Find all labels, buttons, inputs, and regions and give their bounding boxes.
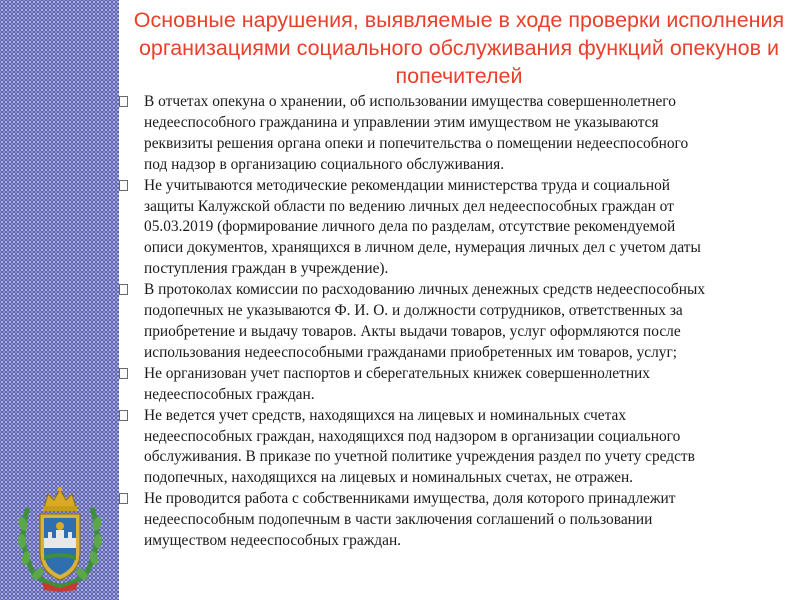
- square-bullet-icon: [119, 284, 128, 295]
- item-text-line: защиты Калужской области по ведению личных дел недееспособных граждан от: [144, 197, 674, 215]
- slide-title: [121, 6, 797, 90]
- item-text-line: недееспособного гражданина и управлении этим имуществом не указываются: [144, 113, 659, 131]
- list-item: [116, 406, 796, 490]
- item-text-line: Не организован учет паспортов и сберегательных книжек совершеннолетних: [144, 364, 650, 382]
- item-text-line: подопечных не указываются Ф. И. О. и должности сотрудников, ответственных за: [144, 302, 683, 320]
- item-text-line: имуществом недееспособных граждан.: [144, 532, 402, 550]
- item-text-line: Не ведется учет средств, находящихся на лицевых и номинальных счетах: [144, 406, 627, 424]
- title-line: попечителей: [395, 64, 523, 88]
- list-item: [116, 364, 796, 406]
- item-text-line: подопечных, находящихся на лицевых и номинальных счетах, не отражен.: [144, 469, 634, 487]
- list-item: [116, 176, 796, 281]
- list-item: [116, 280, 796, 364]
- item-text-line: поступления граждан в учреждение).: [144, 260, 389, 278]
- item-text-line: недееспособным подопечным в части заключения соглашений о пользовании: [144, 511, 653, 529]
- item-text-line: В протоколах комиссии по расходованию личных денежных средств недееспособных: [144, 281, 706, 299]
- list-item: [116, 489, 796, 552]
- item-text-line: обслуживания. В приказе по учетной политике учреждения раздел по учету средств: [144, 448, 695, 466]
- item-text-line: Не учитываются методические рекомендации министерства труда и социальной: [144, 176, 671, 194]
- title-line: Основные нарушения, выявляемые в ходе проверки исполнения: [133, 8, 785, 32]
- item-text-line: использования недееспособными гражданами приобретенных им товаров, услуг;: [144, 343, 678, 361]
- list-item: [116, 92, 796, 176]
- square-bullet-icon: [119, 96, 128, 107]
- square-bullet-icon: [119, 368, 128, 379]
- square-bullet-icon: [119, 180, 128, 191]
- item-text-line: реквизиты решения органа опеки и попечительства о помещении недееспособного: [144, 134, 689, 152]
- item-text-line: недееспособных граждан, находящихся под надзором в организации социального: [144, 427, 681, 445]
- item-text-line: Не проводится работа с собственниками имущества, доля которого принадлежит: [144, 490, 676, 508]
- item-text-line: приобретение и выдачу товаров. Акты выдачи товаров, услуг оформляются после: [144, 322, 681, 340]
- item-text-line: 05.03.2019 (формирование личного дела по разделам, отсутствие рекомендуемой: [144, 218, 676, 236]
- coat-of-arms-icon: [14, 486, 106, 592]
- item-text-line: описи документов, хранящихся в личном деле, нумерация личных дел с учетом даты: [144, 239, 701, 257]
- item-text-line: под надзор в организацию социального обслуживания.: [144, 155, 505, 173]
- square-bullet-icon: [119, 493, 128, 504]
- item-text-line: недееспособных граждан.: [144, 385, 315, 403]
- item-text-line: В отчетах опекуна о хранении, об использовании имущества совершеннолетнего: [144, 93, 676, 110]
- square-bullet-icon: [119, 410, 128, 421]
- violations-list: [116, 92, 796, 552]
- title-line: организациями социального обслуживания функций опекунов и: [138, 36, 780, 60]
